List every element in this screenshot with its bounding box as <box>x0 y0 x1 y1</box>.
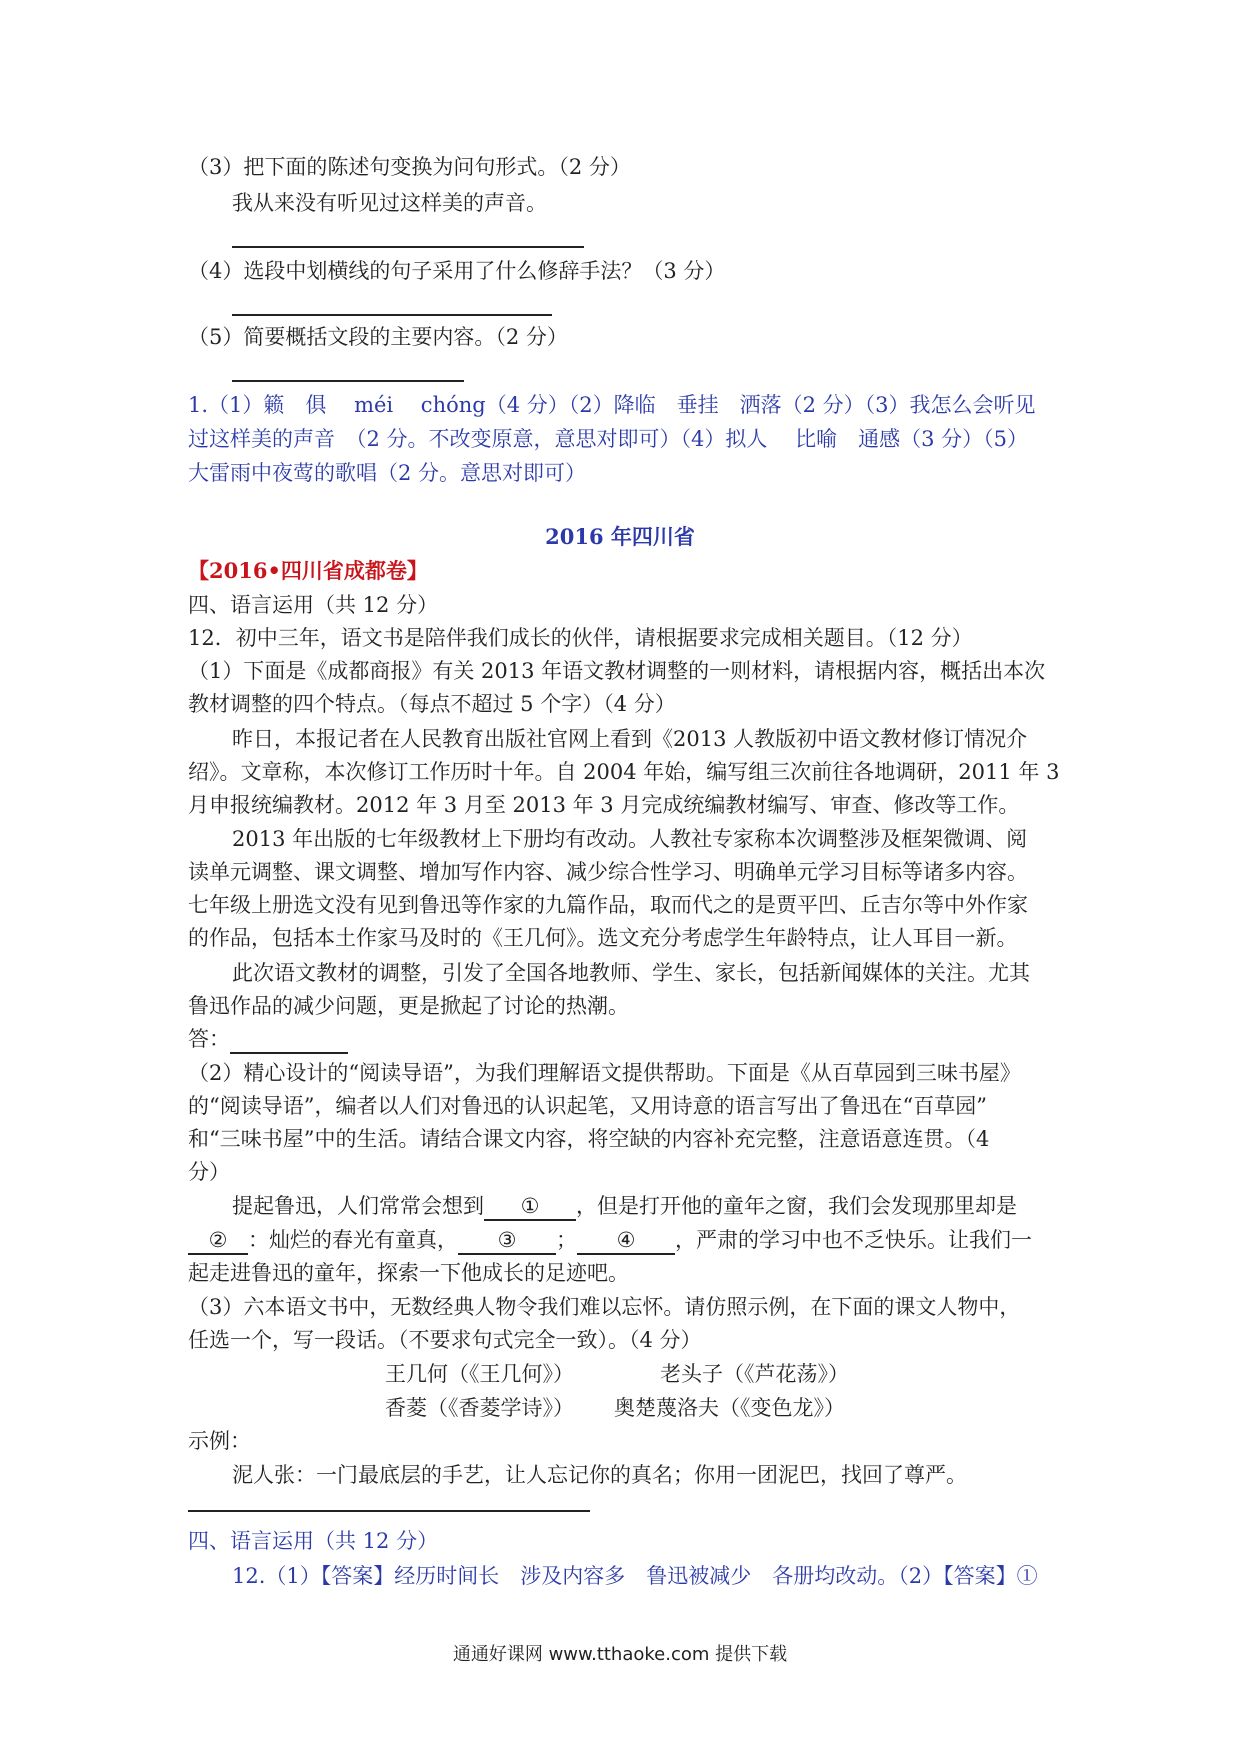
q12-intro: 12．初中三年，语文书是陪伴我们成长的伙伴，请根据要求完成相关题目。（12 分） <box>188 626 973 650</box>
passage-line-8: 此次语文教材的调整，引发了全国各地教师、学生、家长，包括新闻媒体的关注。尤其 <box>232 961 1030 985</box>
passage-line-1: 昨日，本报记者在人民教育出版社官网上看到《2013 人教版初中语文教材修订情况介 <box>232 727 1028 751</box>
q12-sub3-line-1: （3）六本语文书中，无数经典人物令我们难以忘怀。请仿照示例，在下面的课文人物中， <box>188 1295 1021 1319</box>
answer-label-text: 答： <box>188 1027 230 1051</box>
passage-line-2: 绍》。文章称，本次修订工作历时十年。自 2004 年始，编写组三次前往各地调研，2011 年 3 <box>188 760 1060 784</box>
separator-line <box>188 1510 590 1512</box>
answers-line: 12.（1）【答案】经历时间长 涉及内容多 鲁迅被减少 各册均改动。（2）【答案】① <box>232 1564 1038 1588</box>
fill-text-2a: ：灿烂的春光有童真， <box>248 1228 458 1252</box>
passage-line-6: 七年级上册选文没有见到鲁迅等作家的九篇作品，取而代之的是贾平凹、丘吉尔等中外作家 <box>188 893 1028 917</box>
q5-answer-line <box>232 380 464 382</box>
answer-line-1: 1.（1）籁 俱 méi chóng（4 分）（2）降临 垂挂 洒落（2 分）（3）我怎么会听见 <box>188 393 1036 417</box>
answer-line-3: 大雷雨中夜莺的歌唱（2 分。意思对即可） <box>188 461 587 485</box>
fill-line-2 <box>188 1225 1032 1255</box>
q12-sub3-line-2: 任选一个，写一段话。（不要求句式完全一致）。（4 分） <box>188 1328 702 1352</box>
passage-line-3: 月申报统编教材。2012 年 3 月至 2013 年 3 月完成统编教材编写、审查、修改等工作。 <box>188 793 1020 817</box>
fill-text-2b: ，严肃的学习中也不乏快乐。让我们一 <box>675 1228 1032 1252</box>
q12-sub2-line-2: 的“阅读导语”，编者以人们对鲁迅的认识起笔，又用诗意的语言写出了鲁迅在“百草园” <box>188 1094 987 1118</box>
character-4: 奥楚蔑洛夫（《变色龙》） <box>614 1396 845 1420</box>
answer-blank <box>230 1026 348 1054</box>
q12-sub1-line-2: 教材调整的四个特点。（每点不超过 5 个字）（4 分） <box>188 692 676 716</box>
part-heading: 四、语言运用（共 12 分） <box>188 593 439 617</box>
q3-answer-line <box>232 246 584 248</box>
fill-text-1a: 提起鲁迅，人们常常会想到 <box>232 1194 484 1218</box>
q12-sub2-line-4: 分） <box>188 1160 230 1184</box>
blank-3: ③ <box>458 1227 556 1255</box>
answer-line-2: 过这样美的声音 （2 分。不改变原意，意思对即可）（4）拟人 比喻 通感（3 分）（5） <box>188 427 1028 451</box>
fill-line-1 <box>232 1191 1017 1221</box>
blank-4: ④ <box>577 1227 675 1255</box>
q4-answer-line <box>232 314 552 316</box>
character-2: 老头子（《芦花荡》） <box>660 1362 849 1386</box>
q4-prompt: （4）选段中划横线的句子采用了什么修辞手法？（3 分） <box>188 259 726 283</box>
fill-text-1b: ，但是打开他的童年之窗，我们会发现那里却是 <box>576 1194 1017 1218</box>
footer: 通通好课网 www.tthaoke.com 提供下载 <box>452 1644 788 1665</box>
answers-heading: 四、语言运用（共 12 分） <box>188 1529 439 1553</box>
passage-line-5: 读单元调整、课文调整、增加写作内容、减少综合性学习、明确单元学习目标等诸多内容。 <box>188 860 1028 884</box>
q12-sub1-line-1: （1）下面是《成都商报》有关 2013 年语文教材调整的一则材料，请根据内容，概括出本次 <box>188 659 1046 683</box>
answer-label <box>188 1024 348 1054</box>
blank-1: ① <box>484 1193 576 1221</box>
exam-label: 【2016•四川省成都卷】 <box>188 558 428 583</box>
passage-line-4: 2013 年出版的七年级教材上下册均有改动。人教社专家称本次调整涉及框架微调、阅 <box>232 827 1028 851</box>
q3-sentence: 我从来没有听见过这样美的声音。 <box>232 191 547 215</box>
fill-line-3: 起走进鲁迅的童年，探索一下他成长的足迹吧。 <box>188 1261 629 1285</box>
passage-line-9: 鲁迅作品的减少问题，更是掀起了讨论的热潮。 <box>188 994 629 1018</box>
section-title: 2016 年四川省 <box>545 524 695 549</box>
q3-prompt: （3）把下面的陈述句变换为问句形式。（2 分） <box>188 155 631 179</box>
q5-prompt: （5）简要概括文段的主要内容。（2 分） <box>188 325 568 349</box>
character-3: 香菱（《香菱学诗》） <box>385 1396 574 1420</box>
fill-sep: ； <box>556 1228 577 1252</box>
blank-2: ② <box>188 1227 248 1255</box>
q12-sub2-line-3: 和“三味书屋”中的生活。请结合课文内容，将空缺的内容补充完整，注意语意连贯。（4 <box>188 1127 990 1151</box>
example-label: 示例： <box>188 1429 251 1453</box>
example-text: 泥人张：一门最底层的手艺，让人忘记你的真名；你用一团泥巴，找回了尊严。 <box>232 1463 967 1487</box>
q12-sub2-line-1: （2）精心设计的“阅读导语”，为我们理解语文提供帮助。下面是《从百草园到三味书屋》 <box>188 1061 1021 1085</box>
passage-line-7: 的作品，包括本土作家马及时的《王几何》。选文充分考虑学生年龄特点，让人耳目一新。 <box>188 926 1018 950</box>
character-1: 王几何（《王几何》） <box>385 1362 574 1386</box>
